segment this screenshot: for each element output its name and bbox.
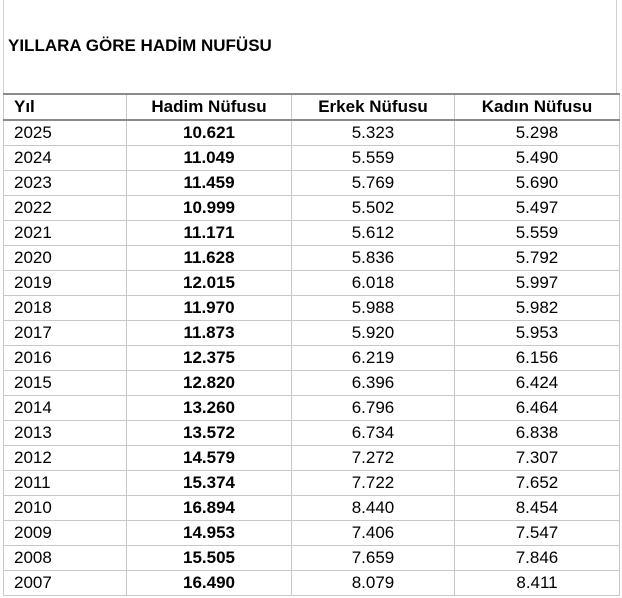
table-row bbox=[4, 221, 620, 246]
female-population-cell: 5.997 bbox=[455, 271, 620, 296]
female-population-cell: 8.411 bbox=[455, 571, 620, 596]
total-population-cell: 11.171 bbox=[127, 221, 292, 246]
year-cell: 2019 bbox=[4, 271, 127, 296]
male-population-cell: 5.920 bbox=[292, 321, 455, 346]
table-row bbox=[4, 546, 620, 571]
female-population-cell: 6.838 bbox=[455, 421, 620, 446]
table-row bbox=[4, 146, 620, 171]
male-population-cell: 6.219 bbox=[292, 346, 455, 371]
total-population-cell: 13.260 bbox=[127, 396, 292, 421]
total-population-cell: 16.894 bbox=[127, 496, 292, 521]
male-population-cell: 8.079 bbox=[292, 571, 455, 596]
table-row bbox=[4, 371, 620, 396]
title-area bbox=[3, 0, 617, 93]
female-population-cell: 7.547 bbox=[455, 521, 620, 546]
year-cell: 2016 bbox=[4, 346, 127, 371]
header-row bbox=[4, 94, 620, 120]
total-population-cell: 11.970 bbox=[127, 296, 292, 321]
year-cell: 2017 bbox=[4, 321, 127, 346]
year-cell: 2012 bbox=[4, 446, 127, 471]
year-cell: 2025 bbox=[4, 120, 127, 146]
female-population-cell: 7.652 bbox=[455, 471, 620, 496]
male-population-cell: 5.559 bbox=[292, 146, 455, 171]
page-title: YILLARA GÖRE HADİM NUFÜSU bbox=[8, 36, 272, 55]
year-cell: 2010 bbox=[4, 496, 127, 521]
column-header-male: Erkek Nüfusu bbox=[292, 94, 455, 120]
total-population-cell: 15.374 bbox=[127, 471, 292, 496]
population-table bbox=[3, 93, 620, 596]
year-cell: 2024 bbox=[4, 146, 127, 171]
male-population-cell: 7.406 bbox=[292, 521, 455, 546]
year-cell: 2021 bbox=[4, 221, 127, 246]
male-population-cell: 7.272 bbox=[292, 446, 455, 471]
year-cell: 2015 bbox=[4, 371, 127, 396]
male-population-cell: 8.440 bbox=[292, 496, 455, 521]
male-population-cell: 6.796 bbox=[292, 396, 455, 421]
table-row bbox=[4, 571, 620, 596]
female-population-cell: 7.307 bbox=[455, 446, 620, 471]
total-population-cell: 10.621 bbox=[127, 120, 292, 146]
table-row bbox=[4, 471, 620, 496]
male-population-cell: 6.018 bbox=[292, 271, 455, 296]
table-row bbox=[4, 246, 620, 271]
female-population-cell: 5.982 bbox=[455, 296, 620, 321]
male-population-cell: 7.722 bbox=[292, 471, 455, 496]
female-population-cell: 8.454 bbox=[455, 496, 620, 521]
total-population-cell: 11.873 bbox=[127, 321, 292, 346]
male-population-cell: 5.769 bbox=[292, 171, 455, 196]
year-cell: 2022 bbox=[4, 196, 127, 221]
female-population-cell: 5.559 bbox=[455, 221, 620, 246]
total-population-cell: 15.505 bbox=[127, 546, 292, 571]
table-row bbox=[4, 396, 620, 421]
table-row bbox=[4, 421, 620, 446]
female-population-cell: 7.846 bbox=[455, 546, 620, 571]
table-row bbox=[4, 120, 620, 146]
total-population-cell: 16.490 bbox=[127, 571, 292, 596]
table-body bbox=[4, 120, 620, 596]
male-population-cell: 5.323 bbox=[292, 120, 455, 146]
year-cell: 2023 bbox=[4, 171, 127, 196]
female-population-cell: 5.792 bbox=[455, 246, 620, 271]
table-row bbox=[4, 271, 620, 296]
total-population-cell: 11.049 bbox=[127, 146, 292, 171]
year-cell: 2008 bbox=[4, 546, 127, 571]
female-population-cell: 6.156 bbox=[455, 346, 620, 371]
column-header-year: Yıl bbox=[4, 94, 127, 120]
year-cell: 2020 bbox=[4, 246, 127, 271]
female-population-cell: 5.298 bbox=[455, 120, 620, 146]
year-cell: 2009 bbox=[4, 521, 127, 546]
male-population-cell: 5.502 bbox=[292, 196, 455, 221]
female-population-cell: 6.424 bbox=[455, 371, 620, 396]
total-population-cell: 12.820 bbox=[127, 371, 292, 396]
year-cell: 2018 bbox=[4, 296, 127, 321]
table-row bbox=[4, 171, 620, 196]
year-cell: 2011 bbox=[4, 471, 127, 496]
column-header-total: Hadim Nüfusu bbox=[127, 94, 292, 120]
total-population-cell: 13.572 bbox=[127, 421, 292, 446]
total-population-cell: 11.459 bbox=[127, 171, 292, 196]
male-population-cell: 7.659 bbox=[292, 546, 455, 571]
table-row bbox=[4, 196, 620, 221]
table-row bbox=[4, 346, 620, 371]
total-population-cell: 14.579 bbox=[127, 446, 292, 471]
male-population-cell: 6.734 bbox=[292, 421, 455, 446]
male-population-cell: 5.612 bbox=[292, 221, 455, 246]
table-row bbox=[4, 321, 620, 346]
total-population-cell: 12.015 bbox=[127, 271, 292, 296]
total-population-cell: 12.375 bbox=[127, 346, 292, 371]
female-population-cell: 6.464 bbox=[455, 396, 620, 421]
female-population-cell: 5.497 bbox=[455, 196, 620, 221]
table-row bbox=[4, 446, 620, 471]
table-row bbox=[4, 521, 620, 546]
total-population-cell: 14.953 bbox=[127, 521, 292, 546]
male-population-cell: 5.988 bbox=[292, 296, 455, 321]
table-row bbox=[4, 296, 620, 321]
female-population-cell: 5.953 bbox=[455, 321, 620, 346]
male-population-cell: 6.396 bbox=[292, 371, 455, 396]
column-header-female: Kadın Nüfusu bbox=[455, 94, 620, 120]
table-row bbox=[4, 496, 620, 521]
total-population-cell: 11.628 bbox=[127, 246, 292, 271]
year-cell: 2014 bbox=[4, 396, 127, 421]
year-cell: 2013 bbox=[4, 421, 127, 446]
female-population-cell: 5.690 bbox=[455, 171, 620, 196]
total-population-cell: 10.999 bbox=[127, 196, 292, 221]
female-population-cell: 5.490 bbox=[455, 146, 620, 171]
year-cell: 2007 bbox=[4, 571, 127, 596]
male-population-cell: 5.836 bbox=[292, 246, 455, 271]
